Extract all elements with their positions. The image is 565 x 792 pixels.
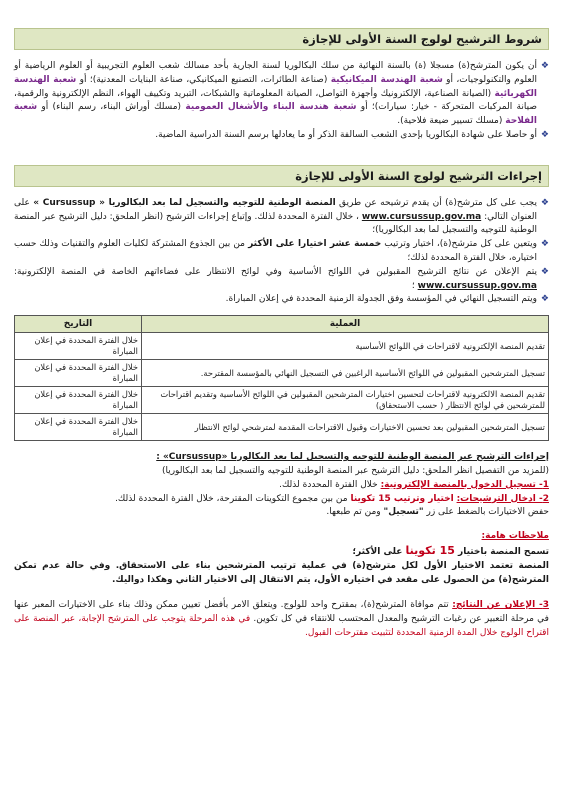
highlight-agriculture: شعبة الفلاحة	[14, 102, 537, 127]
note-1: تسمح المنصة باختيار 15 تكوينا على الأكثر؛	[352, 543, 549, 557]
note-2: المنصة تعتمد الاختيار الأول لكل مترشح(ة) في عملية ترتيب المترشحين بناء على الاستحقاق. وفي حالة عدم تمكن المترشح(ة) من الحصول على مقعد في اختياره الأول، يتم الانتقال إلى الاختيار الثاني وهكذا دواليك.	[14, 560, 549, 585]
schedule-table	[14, 315, 549, 441]
cursussup-link[interactable]: www.cursussup.gov.ma	[417, 280, 537, 291]
table-row	[15, 333, 549, 360]
procedure-bullet-1: ❖ يجب على كل مترشح(ة) أن يقدم ترشيحه عن طريق المنصة الوطنية للتوجيه والتسجيل لما بعد البكالوريا « Cursussup » على العنوان التالي: www.cursussup.gov.ma ، خلال الفترة المحددة لذلك. وإتباع إجراءات الترشيح (انظر الملحق: دليل الترشيح عبر المنصة الوطنية للتوجيه والتسجيل لما بعد البكالوريا)؛	[14, 197, 549, 236]
section-title-conditions: شروط الترشيح لولوج السنة الأولى للإجازة	[14, 28, 549, 50]
bullet-diamond-icon: ❖	[540, 294, 549, 305]
operation-cell: تقديم المنصة الالكترونية لاقتراحات لتحسين اختيارات المترشحين المقبولين في اللوائح الأساسية وتقديم اقتراحات للمترشحين في لوائح الانتظار ( حسب الاستحقاق)	[142, 387, 549, 414]
table-row	[15, 387, 549, 414]
highlight-mechanical: شعبة الهندسة الميكانيكية	[330, 74, 443, 85]
procedure-bullet-2: ❖ ويتعين على كل مترشح(ة)، اختيار وترتيب خمسة عشر اختيارا على الأكثر من بين الجذوع المشتركة لكليات العلوم والتقنيات وذلك حسب اختياره، خلال الفترة المحددة لذلك؛	[14, 239, 549, 263]
save-button-label: "تسجيل"	[383, 507, 424, 518]
date-cell: خلال الفترة المحددة في إعلان المباراة	[15, 360, 142, 387]
column-header-operation: العملية	[142, 316, 549, 333]
bullet-diamond-icon: ❖	[540, 239, 549, 250]
operation-cell: تقديم المنصة الإلكترونية لاقتراحات في اللوائح الأساسية	[142, 333, 549, 360]
operation-cell: تسجيل المترشحين المقبولين في اللوائح الأساسية الراغبين في التسجيل النهائي بالمؤسسة المقترحة.	[142, 360, 549, 387]
procedure-bullet-4: ❖ ويتم التسجيل النهائي في المؤسسة وفق الجدولة الزمنية المحددة في إعلان المباراة.	[14, 293, 549, 307]
bullet-diamond-icon: ❖	[540, 197, 549, 208]
cursussup-link[interactable]: www.cursussup.gov.ma	[361, 211, 482, 222]
date-cell: خلال الفترة المحددة في إعلان المباراة	[15, 414, 142, 441]
results-section: 3- الإعلان عن النتائج: تتم موافاة المترشح(ة)، بمقترح واحد للولوج. ويتعلق الامر بأفضل تعيين ممكن وذلك بناء على الاختيارات المعبر عنها في مرحلة التعبير عن رغبات الترشيح والمعدل المحتسب للانتقاء في كل تكوين. في هذه المرحلة يتوجب على المترشح الإجابة، عبر المنصة على اقتراح الولوج خلال المدة الزمنية المحددة لتثبيت مقترحات القبول.	[14, 600, 549, 638]
procedure-bullet-3: ❖ يتم الإعلان عن نتائج الترشيح المقبولين في اللوائح الأساسية وفي لوائح الانتظار على فضاءاتهم الخاصة في المنصة الإلكترونية: www.cursussup.gov.ma ؛	[14, 266, 549, 291]
highlight-electrical: شعبة الهندسة الكهربائية	[14, 74, 537, 99]
highlight-civil: شعبة هندسة البناء والأشغال العمومية	[185, 102, 357, 113]
table-row	[15, 360, 549, 387]
cursussup-procedure-title: إجراءات الترشيح عبر المنصة الوطنية للتوجيه والتسجيل لما بعد البكالوريا «Cursussup» :	[156, 452, 549, 463]
operation-cell: تسجيل المترشحين المقبولين بعد تحسين الاختيارات وقبول الاقتراحات المقدمة لمترشحي لوائح الانتظار	[142, 414, 549, 441]
section-title-procedures: إجراءات الترشيح لولوج السنة الأولى للإجازة	[14, 165, 549, 187]
table-row	[15, 414, 549, 441]
bullet-diamond-icon: ❖	[540, 129, 549, 140]
column-header-date: التاريخ	[15, 316, 142, 333]
bullet-diamond-icon: ❖	[540, 266, 549, 277]
notes-title: ملاحظات هامة:	[481, 531, 549, 542]
guide-note: (للمزيد من التفصيل انظر الملحق: دليل الترشيح عبر المنصة الوطنية للتوجيه والتسجيل لما بعد البكالوريا)	[161, 465, 549, 476]
condition-paragraph-1: ❖ أن يكون المترشح(ة) مسجلا (ة) بالسنة النهائية من سلك البكالوريا لسنة الجارية بأحد مسالك شعب العلوم التجريبية أو العلوم الرياضية أو العلوم والتكنولوجيات، أو شعبة الهندسة الميكانيكية (صناعة الطائرات، التصنيع الميكانيكي، صناعة البنايات المعدنية)؛ أو شعبة الهندسة الكهربائية (الصيانة الصناعية، الإلكترونيك وأجهزة التواصل، الصيانة المعلوماتية والشبكات، التبريد وتكييف الهواء، النظم الإلكترونية والرقمية، صيانة المركبات المتحركة - خيار: سيارات)؛ أو شعبة هندسة البناء والأشغال العمومية (مسلك أوراش البناء، رسم البناء) أو شعبة الفلاحة (مسلك تسيير ضيعة فلاحية).	[14, 61, 549, 127]
cursussup-procedure-section	[14, 451, 549, 520]
date-cell: خلال الفترة المحددة في إعلان المباراة	[15, 387, 142, 414]
condition-paragraph-2: ❖ أو حاصلا على شهادة البكالوريا بإحدى الشعب السالفة الذكر أو ما يعادلها برسم السنة الدراسية الماضية.	[14, 129, 549, 143]
step-1: 1- تسجيل الدخول بالمنصة الإلكترونية: خلال الفترة المحددة لذلك.	[279, 479, 549, 490]
bullet-diamond-icon: ❖	[540, 61, 549, 71]
date-cell: خلال الفترة المحددة في إعلان المباراة	[15, 333, 142, 360]
step-2: 2- ادخال الترشيحات: اختيار وترتيب 15 تكوينا من بين مجموع التكوينات المقترحة، خلال الفترة المحددة لذلك.	[115, 493, 549, 504]
table-header-row	[15, 316, 549, 333]
step-2-save: حفض الاختيارات بالضغط على زر "تسجيل" ومن تم طبعها.	[326, 507, 549, 518]
